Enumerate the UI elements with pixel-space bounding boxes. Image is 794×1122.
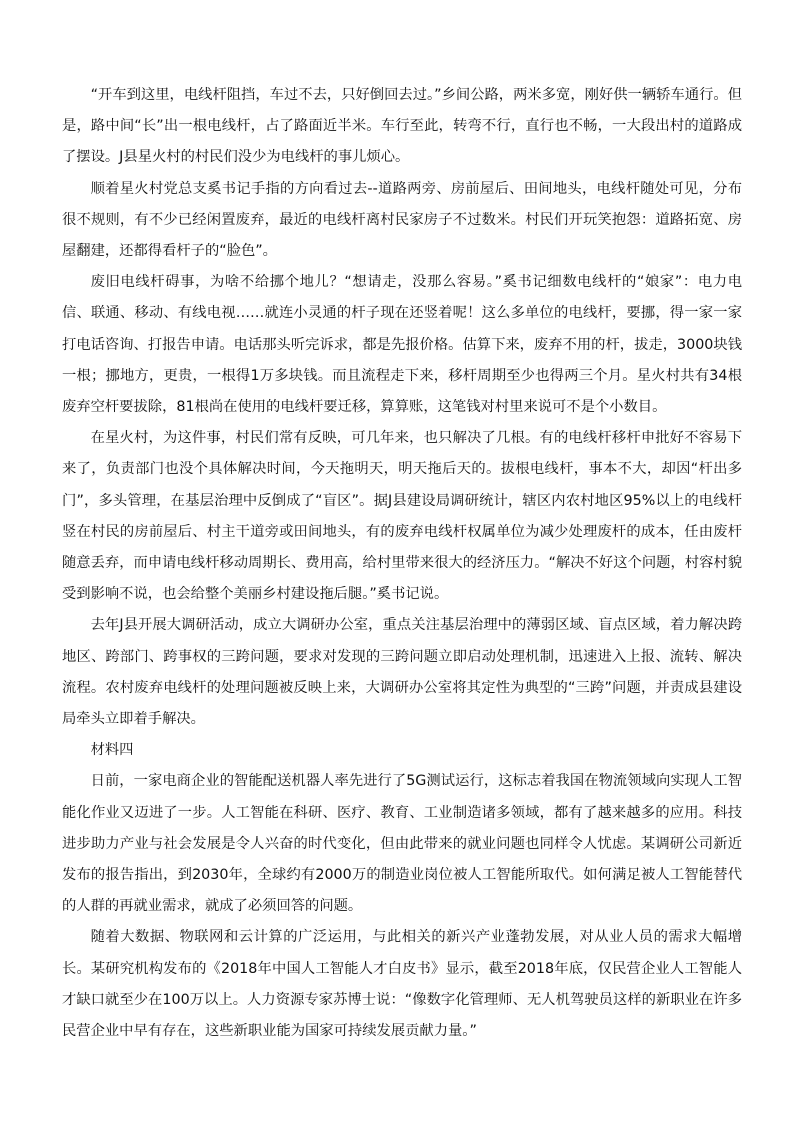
section-heading-material-four: 材料四 [90, 742, 134, 759]
paragraph-ai-talent-demand: 随着大数据、物联网和云计算的广泛运用，与此相关的新兴产业蓬勃发展，对从业人员的需求大幅增长。某研究机构发布的《2018年中国人工智能人才白皮书》显示，截至2018年底，仅民营企业人工智能人才缺口就至少在100万以上。人力资源专家苏博士说：“像数字化管理师、无人机驾驶员这样的新职业在许多民营企业中早有存在，这些新职业能为国家可持续发展贡献力量。” [62, 929, 742, 1040]
paragraph-county-survey-action: 去年J县开展大调研活动，成立大调研办公室，重点关注基层治理中的薄弱区域、盲点区域，着力解决跨地区、跨部门、跨事权的三跨问题，要求对发现的三跨问题立即启动处理机制，迅速进入上报、流转、解决流程。农村废弃电线杆的处理问题被反映上来，大调研办公室将其定性为典型的“三跨”问题，并责成县建设局牵头立即着手解决。 [62, 617, 742, 728]
paragraph-irregular-pole-distribution: 顺着星火村党总支奚书记手指的方向看过去--道路两旁、房前屋后、田间地头，电线杆随处可见，分布很不规则，有不少已经闲置废弃，最近的电线杆离村民家房子不过数米。村民们开玩笑抱怨：道路拓宽、房屋翻建，还都得看杆子的“脸色”。 [62, 180, 742, 260]
paragraph-pole-relocation-cost: 废旧电线杆碍事，为啥不给挪个地儿？“想请走，没那么容易。”奚书记细数电线杆的“娘家”：电力电信、联通、移动、有线电视……就连小灵通的杆子现在还竖着呢！这么多单位的电线杆，要挪，得一家一家打电话咨询、打报告申请。电话那头听完诉求，都是先报价格。估算下来，废弃不用的杆，拔走，3000块钱一根；挪地方，更贵，一根得1万多块钱。而且流程走下来，移杆周期至少也得两三个月。星火村共有34根废弃空杆要拔除，81根尚在使用的电线杆要迁移，算算账，这笔钱对村里来说可不是个小数目。 [62, 274, 742, 416]
paragraph-ai-employment-impact: 日前，一家电商企业的智能配送机器人率先进行了5G测试运行，这标志着我国在物流领域向实现人工智能化作业又迈进了一步。人工智能在科研、医疗、教育、工业制造诸多领域，都有了越来越多的应用。科技进步助力产业与社会发展是令人兴奋的时代变化，但由此带来的就业问题也同样令人忧虑。某调研公司新近发布的报告指出，到2030年，全球约有2000万的制造业岗位被人工智能所取代。如何满足被人工智能替代的人群的再就业需求，就成了必须回答的问题。 [62, 773, 742, 915]
paragraph-governance-blind-spot: 在星火村，为这件事，村民们常有反映，可几年来，也只解决了几根。有的电线杆移杆申批好不容易下来了，负责部门也没个具体解决时间，今天拖明天，明天拖后天的。拔根电线杆，事本不大，却因“杆出多门”，多头管理，在基层治理中反倒成了“盲区”。据J县建设局调研统计，辖区内农村地区95%以上的电线杆竖在村民的房前屋后、村主干道旁或田间地头，有的废弃电线杆权属单位为减少处理废杆的成本，任由废杆随意丢弃，而申请电线杆移动周期长、费用高，给村里带来很大的经济压力。“解决不好这个问题，村容村貌受到影响不说，也会给整个美丽乡村建设拖后腿。”奚书记说。 [62, 430, 742, 603]
document-page [62, 80, 742, 1047]
paragraph-utility-pole-blocking-road: “开车到这里，电线杆阻挡，车过不去，只好倒回去过。”乡间公路，两米多宽，刚好供一辆轿车通行。但是，路中间“长”出一根电线杆，占了路面近半米。车行至此，转弯不行，直行也不畅，一大段出村的道路成了摆设。J县星火村的村民们没少为电线杆的事儿烦心。 [62, 87, 742, 166]
